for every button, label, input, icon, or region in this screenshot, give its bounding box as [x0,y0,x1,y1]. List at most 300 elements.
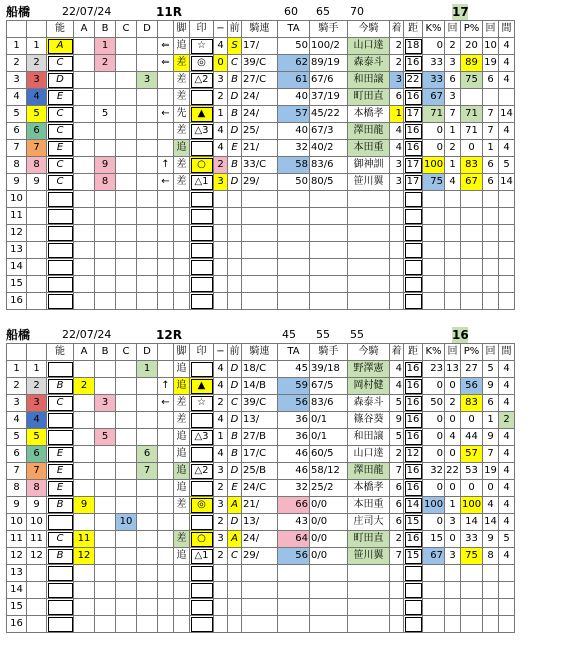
cell-ability [74,582,95,599]
cell-a [95,225,116,242]
cell-jockey [348,599,390,616]
cell-d [158,412,174,429]
header-k-pct: 回 [445,21,461,38]
cell-style [190,446,214,463]
header-k-pct: 回 [445,344,461,361]
cell-jockey: 本田重 [348,497,390,514]
cell-k-count [461,616,483,633]
cell-minus: B [228,446,242,463]
cell-k-count: 67 [461,174,483,191]
cell-horse: B [47,378,74,395]
cell-jockey-combo [278,208,310,225]
cell-ta: 0/0 [310,514,348,531]
cell-finish [404,242,423,259]
cell-row: 14 [7,582,27,599]
cell-mark: 4 [214,38,228,55]
header-arrow: 脚 [174,21,190,38]
cell-b [116,395,137,412]
cell-current-jockey [390,208,404,225]
cell-a [95,599,116,616]
cell-arrow [174,616,190,633]
cell-horse: E [47,89,74,106]
cell-style: △2 [190,72,214,89]
header-b: C [116,344,137,361]
cell-style [190,242,214,259]
header-minus: 前 [228,344,242,361]
cell-d: ↑ [158,378,174,395]
cell-style [190,565,214,582]
cell-horse [47,276,74,293]
cell-minus: B [228,72,242,89]
cell-ta: 60/5 [310,446,348,463]
cell-minus: A [228,531,242,548]
cell-k-count [461,191,483,208]
cell-d [158,480,174,497]
cell-p-count [499,582,515,599]
cell-jockey: 庄司大 [348,514,390,531]
cell-p-pct [483,582,499,599]
cell-p-count: 14 [499,174,515,191]
cell-arrow: 差 [174,123,190,140]
cell-horse: E [47,463,74,480]
cell-minus [228,225,242,242]
cell-distance: 0 [423,480,445,497]
cell-p-count: 4 [499,378,515,395]
cell-d [158,361,174,378]
cell-jockey: 岡村健 [348,378,390,395]
cell-c [137,395,158,412]
cell-prev [242,242,278,259]
cell-finish: 16 [404,463,423,480]
cell-prev: 14/B [242,378,278,395]
cell-style: ☆ [190,38,214,55]
cell-prev: 17/ [242,38,278,55]
cell-c [137,106,158,123]
cell-frame: 2 [27,55,47,72]
cell-style: ☆ [190,395,214,412]
cell-k-pct [445,242,461,259]
cell-c [137,174,158,191]
cell-row: 2 [7,55,27,72]
cell-p-count: 5 [499,157,515,174]
cell-k-pct: 0 [445,412,461,429]
cell-finish: 16 [404,412,423,429]
cell-a [95,361,116,378]
cell-jockey [348,616,390,633]
cell-ability: 11 [74,531,95,548]
header-p-pct: 回 [483,344,499,361]
cell-jockey-combo: 50 [278,38,310,55]
cell-k-count: 56 [461,378,483,395]
cell-frame [27,208,47,225]
cell-c [137,531,158,548]
cell-mark: 2 [214,480,228,497]
cell-minus: C [228,548,242,565]
cell-p-count: 4 [499,123,515,140]
cell-mark: 2 [214,548,228,565]
cell-k-pct: 22 [445,463,461,480]
cell-distance: 100 [423,497,445,514]
cell-jockey: 町田直 [348,89,390,106]
cell-frame: 3 [27,395,47,412]
cell-p-count [499,616,515,633]
cell-d [158,89,174,106]
cell-finish: 16 [404,89,423,106]
cell-minus: S [228,38,242,55]
cell-frame: 4 [27,89,47,106]
cell-minus: D [228,378,242,395]
cell-b [116,174,137,191]
cell-p-count: 4 [499,395,515,412]
cell-p-pct: 9 [483,378,499,395]
cell-current-jockey: 2 [390,531,404,548]
cell-a [95,548,116,565]
cell-style [190,191,214,208]
cell-style [190,616,214,633]
cell-k-pct: 1 [445,497,461,514]
cell-jockey-combo: 46 [278,463,310,480]
cell-b [116,480,137,497]
cell-style [190,361,214,378]
cell-c [137,582,158,599]
cell-row: 6 [7,446,27,463]
cell-mark [214,565,228,582]
cell-b [116,599,137,616]
cell-horse: C [47,174,74,191]
cell-prev [242,616,278,633]
cell-p-pct: 6 [483,395,499,412]
cell-b [116,123,137,140]
cell-minus [228,191,242,208]
table-row [7,446,515,463]
cell-distance: 0 [423,429,445,446]
cell-k-pct: 3 [445,55,461,72]
cell-frame: 5 [27,106,47,123]
cell-current-jockey: 2 [390,38,404,55]
table-row [7,123,515,140]
cell-distance [423,616,445,633]
cell-minus [228,259,242,276]
cell-p-pct: 0 [483,480,499,497]
cell-d [158,242,174,259]
cell-a [95,514,116,531]
cell-prev: 18/C [242,361,278,378]
table-row [7,548,515,565]
cell-horse [47,616,74,633]
cell-d [158,497,174,514]
cell-p-pct: 6 [483,174,499,191]
cell-ability [74,565,95,582]
cell-a [95,446,116,463]
cell-row: 11 [7,208,27,225]
cell-ta [310,259,348,276]
cell-finish: 17 [404,174,423,191]
cell-distance: 15 [423,531,445,548]
cell-k-count [461,276,483,293]
header-a: B [95,21,116,38]
cell-mark: 0 [214,55,228,72]
cell-ta [310,616,348,633]
cell-arrow: 先 [174,106,190,123]
cell-d [158,514,174,531]
cell-k-count [461,242,483,259]
cell-p-count [499,276,515,293]
cell-finish: 16 [404,395,423,412]
cell-ta: 40/2 [310,140,348,157]
cell-row: 7 [7,463,27,480]
cell-ta [310,293,348,310]
cell-b [116,497,137,514]
cell-arrow [174,599,190,616]
cell-horse: C [47,123,74,140]
cell-p-count: 4 [499,429,515,446]
cell-row: 1 [7,361,27,378]
cell-ta: 0/1 [310,412,348,429]
cell-k-count: 75 [461,548,483,565]
cell-current-jockey: 7 [390,463,404,480]
cell-finish [404,208,423,225]
cell-a [95,497,116,514]
cell-current-jockey: 6 [390,480,404,497]
cell-b [116,276,137,293]
cell-b [116,242,137,259]
cell-arrow: 差 [174,72,190,89]
cell-finish: 16 [404,55,423,72]
cell-ability [74,293,95,310]
cell-finish [404,225,423,242]
cell-jockey: 本田重 [348,140,390,157]
cell-frame: 12 [27,548,47,565]
cell-k-count [461,225,483,242]
race2-table [6,343,515,633]
cell-ability [74,361,95,378]
cell-minus [228,582,242,599]
cell-ta: 67/5 [310,378,348,395]
cell-style: △3 [190,429,214,446]
cell-current-jockey: 4 [390,123,404,140]
race1-date: 22/07/24 [62,5,112,18]
cell-a: 8 [95,174,116,191]
cell-k-count: 89 [461,55,483,72]
cell-k-count: 44 [461,429,483,446]
cell-current-jockey: 6 [390,497,404,514]
cell-p-count: 4 [499,548,515,565]
cell-style: ○ [190,157,214,174]
cell-horse [47,361,74,378]
cell-arrow: 追 [174,429,190,446]
cell-jockey: 森泰斗 [348,395,390,412]
cell-jockey: 笹川翼 [348,548,390,565]
cell-c [137,429,158,446]
cell-minus: D [228,361,242,378]
cell-prev: 33/C [242,157,278,174]
cell-arrow [174,259,190,276]
cell-distance [423,599,445,616]
cell-b [116,463,137,480]
cell-mark: 4 [214,361,228,378]
cell-p-pct [483,225,499,242]
cell-d: ← [158,395,174,412]
cell-jockey-combo: 32 [278,480,310,497]
cell-k-pct: 3 [445,89,461,106]
cell-jockey-combo: 40 [278,89,310,106]
cell-current-jockey [390,259,404,276]
cell-distance: 0 [423,514,445,531]
cell-jockey-combo [278,599,310,616]
cell-p-count [499,225,515,242]
cell-current-jockey: 3 [390,174,404,191]
cell-p-count [499,89,515,106]
cell-frame: 5 [27,429,47,446]
cell-prev: 25/B [242,463,278,480]
cell-jockey [348,259,390,276]
cell-jockey [348,582,390,599]
cell-d [158,582,174,599]
cell-distance [423,582,445,599]
cell-b [116,89,137,106]
header-b: C [116,21,137,38]
table-row-empty [7,242,515,259]
cell-ability [74,38,95,55]
race1-table [6,20,515,310]
cell-distance [423,565,445,582]
header-mark: − [214,21,228,38]
cell-row: 10 [7,514,27,531]
cell-a [95,191,116,208]
cell-ability [74,412,95,429]
table-row-empty [7,276,515,293]
header-row [7,344,27,361]
cell-d: ← [158,106,174,123]
cell-k-pct: 1 [445,157,461,174]
cell-frame: 3 [27,72,47,89]
cell-horse [47,191,74,208]
header-k-count: P% [461,21,483,38]
header-horse: 能 [47,344,74,361]
cell-finish [404,293,423,310]
cell-frame [27,225,47,242]
cell-c [137,259,158,276]
cell-current-jockey: 5 [390,395,404,412]
cell-arrow: 差 [174,412,190,429]
table-row [7,55,515,72]
cell-row: 4 [7,412,27,429]
cell-p-count: 4 [499,497,515,514]
cell-p-pct: 8 [483,548,499,565]
cell-current-jockey: 4 [390,361,404,378]
cell-b [116,225,137,242]
cell-prev: 25/ [242,123,278,140]
cell-c [137,191,158,208]
cell-k-count: 71 [461,123,483,140]
header-distance: K% [423,344,445,361]
cell-jockey: 澤田龍 [348,463,390,480]
cell-prev [242,259,278,276]
cell-mark: 4 [214,378,228,395]
race2-distance: 16 [452,328,469,342]
cell-horse [47,599,74,616]
cell-frame: 9 [27,497,47,514]
cell-style: △3 [190,123,214,140]
cell-frame: 6 [27,446,47,463]
cell-jockey [348,225,390,242]
cell-p-pct [483,565,499,582]
cell-jockey-combo [278,191,310,208]
cell-style: △2 [190,463,214,480]
cell-minus: C [228,395,242,412]
cell-prev [242,599,278,616]
cell-k-count [461,293,483,310]
cell-jockey-combo [278,582,310,599]
header-style: 印 [190,21,214,38]
cell-jockey-combo [278,259,310,276]
cell-k-count: 100 [461,497,483,514]
header-prev: 騎連 [242,344,278,361]
cell-c [137,565,158,582]
cell-k-pct: 0 [445,378,461,395]
cell-d [158,225,174,242]
table-row-empty [7,582,515,599]
cell-ability [74,242,95,259]
cell-b [116,429,137,446]
header-p-count: 間 [499,344,515,361]
cell-jockey-combo: 45 [278,361,310,378]
cell-ta [310,599,348,616]
cell-finish [404,616,423,633]
cell-k-pct: 2 [445,38,461,55]
cell-k-count: 0 [461,412,483,429]
cell-style: ▲ [190,106,214,123]
cell-a [95,616,116,633]
cell-row: 12 [7,225,27,242]
cell-mark [214,293,228,310]
cell-frame: 9 [27,174,47,191]
cell-prev: 39/C [242,55,278,72]
cell-horse [47,208,74,225]
cell-mark [214,276,228,293]
cell-a: 5 [95,106,116,123]
cell-style [190,89,214,106]
cell-jockey-combo [278,293,310,310]
cell-horse: C [47,531,74,548]
cell-b [116,191,137,208]
cell-minus: C [228,55,242,72]
table-row [7,106,515,123]
cell-arrow [174,208,190,225]
cell-current-jockey [390,616,404,633]
cell-jockey: 和田譲 [348,72,390,89]
cell-style [190,140,214,157]
cell-horse [47,429,74,446]
cell-distance [423,191,445,208]
cell-finish: 17 [404,106,423,123]
cell-prev [242,225,278,242]
cell-ta [310,276,348,293]
cell-frame: 7 [27,140,47,157]
race2-header-value-1: 45 [282,328,296,341]
cell-finish: 15 [404,548,423,565]
header-frame [27,344,47,361]
cell-a [95,242,116,259]
cell-jockey-combo: 56 [278,395,310,412]
cell-p-count: 4 [499,72,515,89]
cell-jockey: 町田直 [348,531,390,548]
cell-style: △1 [190,548,214,565]
header-a: B [95,344,116,361]
cell-jockey: 本橋孝 [348,480,390,497]
cell-p-count [499,191,515,208]
cell-jockey-combo: 58 [278,157,310,174]
